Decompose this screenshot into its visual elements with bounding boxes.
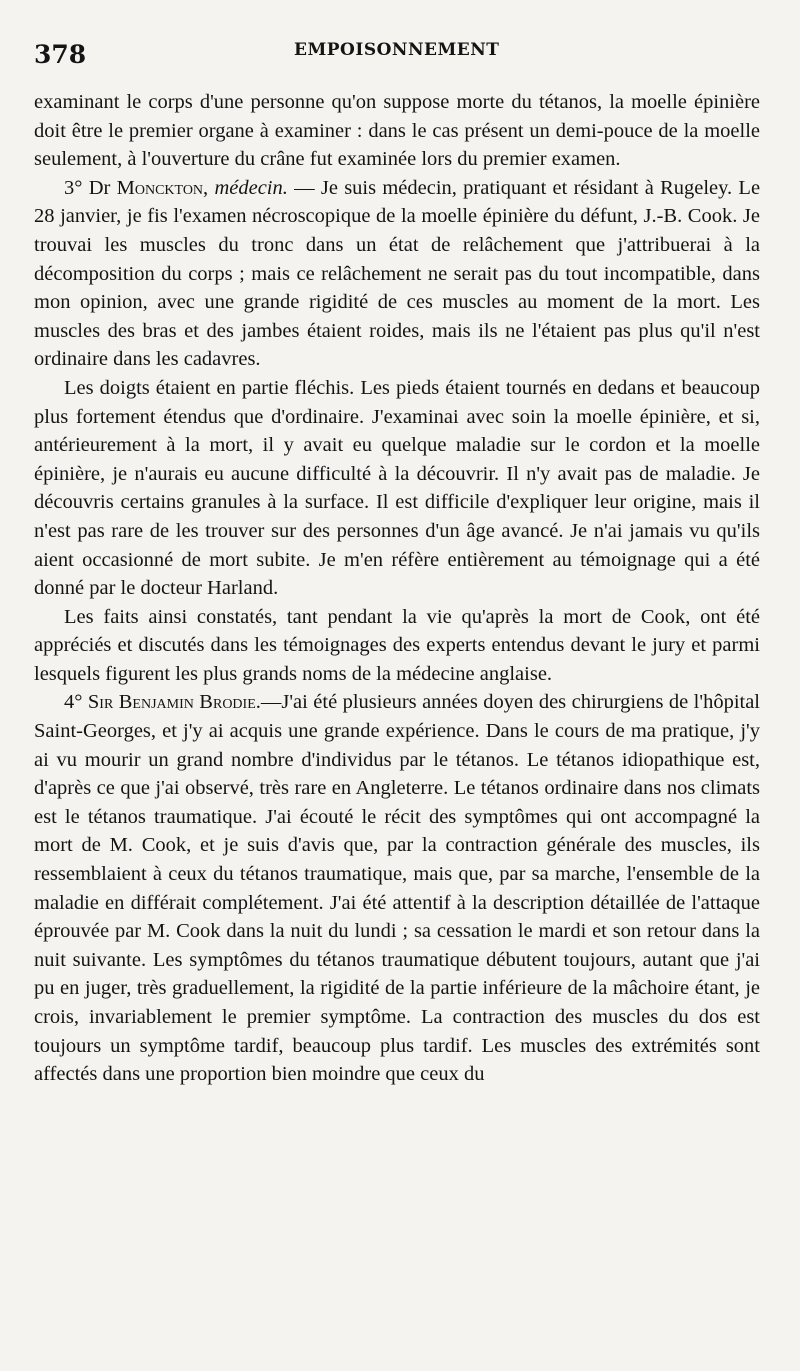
paragraph-5 <box>34 688 760 1088</box>
page-header <box>34 30 760 88</box>
running-head: EMPOISONNEMENT <box>294 40 500 60</box>
witness-name: Sir Benjamin Brodie. <box>87 691 261 714</box>
testimony-number: 3° <box>64 176 83 199</box>
body-text <box>34 88 760 1089</box>
title-abbr: Dr <box>88 176 111 199</box>
paragraph-4: Les faits ainsi constatés, tant pendant la vie qu'après la mort de Cook, ont été appréciés et discutés dans les témoignages des experts entendus devant le jury et parmi lesquels figurent les plus grands noms de la médecine anglaise. <box>34 605 760 685</box>
witness-name: Monckton, <box>116 176 209 199</box>
paragraph-2 <box>34 174 760 374</box>
testimony-text: — Je suis médecin, pratiquant et résidant à Rugeley. Le 28 janvier, je fis l'examen nécroscopique de la moelle épinière du défunt, J.-B. Cook. Je trouvai les muscles du tronc dans un état de relâchement que j'attribuerai à la décomposition du corps ; mais ce relâchement ne serait pas du tout incompatible, dans mon opinion, avec une grande rigidité de ces muscles au moment de la mort. Les muscles des bras et des jambes étaient roides, mais ils ne l'étaient pas plus qu'il n'est ordinaire dans les cadavres. <box>34 176 761 371</box>
paragraph-1: examinant le corps d'une personne qu'on suppose morte du tétanos, la moelle épinière doit être le premier organe à examiner : dans le cas présent un demi-pouce de la moelle seulement, à l'ouverture du crâne fut examinée lors du premier examen. <box>34 91 760 171</box>
page-number: 378 <box>34 40 87 69</box>
paragraph-3: Les doigts étaient en partie fléchis. Les pieds étaient tournés en dedans et beaucoup plus fortement étendus que d'ordinaire. J'examinai avec soin la moelle épinière, et si, antérieurement à la mort, il y avait eu quelque maladie sur le cordon et la moelle épinière, je n'aurais eu aucune difficulté à la découvrir. Il n'y avait pas de maladie. Je découvris certains granules à la surface. Il est difficile d'expliquer leur origine, mais il n'est pas rare de les trouver sur des personnes d'un âge avancé. Je n'ai jamais vu qu'ils aient occasionné de mort subite. Je m'en réfère entièrement au témoignage qui a été donné par le docteur Harland. <box>34 376 760 600</box>
testimony-text: —J'ai été plusieurs années doyen des chirurgiens de l'hôpital Saint-Georges, et j'y ai acquis une grande expérience. Dans le cours de ma pratique, j'y ai vu mourir un grand nombre d'individus par le tétanos. Le tétanos idiopathique est, d'après ce que j'ai observé, très rare en Angleterre. Le tétanos ordinaire dans nos climats est le tétanos traumatique. J'ai écouté le récit des symptômes qui ont accompagné la mort de M. Cook, et je suis d'avis que, par la contraction générale des muscles, ils ressemblaient à ceux du tétanos traumatique, mais que, par sa marche, l'ensemble de la maladie en différait complétement. J'ai été attentif à la description détaillée de l'attaque éprouvée par M. Cook dans la nuit du lundi ; sa cessation le mardi et son retour dans la nuit suivante. Les symptômes du tétanos traumatique débutent toujours, autant que j'ai pu en juger, très graduellement, la rigidité de la partie inférieure de la mâchoire étant, je crois, invariablement le premier symptôme. La contraction des muscles du dos est toujours un symptôme tardif, beaucoup plus tardif. Les muscles des extrémités sont affectés dans une proportion bien moindre que ceux du <box>34 691 761 1086</box>
witness-role: médecin. <box>214 176 288 199</box>
testimony-number: 4° <box>64 691 83 714</box>
